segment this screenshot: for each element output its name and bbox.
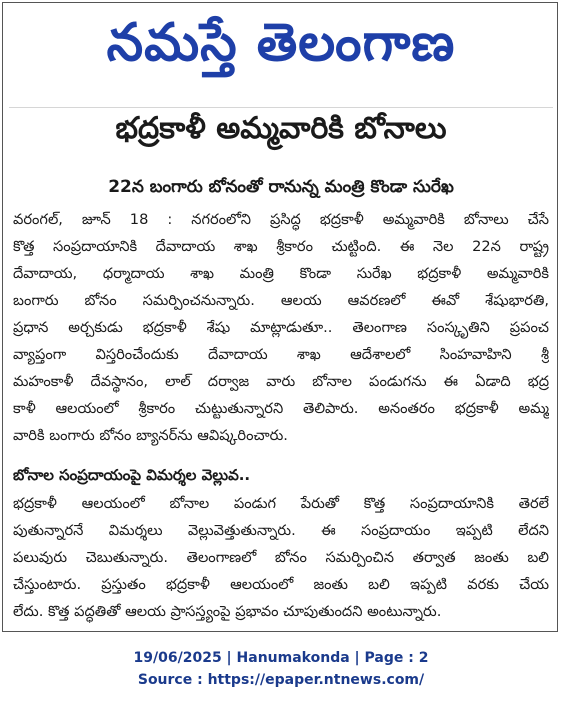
paragraph-line: వ్యాప్తంగా విస్తరించేందుకు దేవాదాయ శాఖ ఆదేశాలలో సింహవాహిని శ్రీ bbox=[13, 346, 549, 363]
paragraph-line: మహంకాళీ దేవస్థానం, లాల్ దర్వాజ వారు బోనాల పండుగను ఈ ఏడాది భద్ర bbox=[13, 373, 549, 390]
footer-source: Source : https://epaper.ntnews.com/ bbox=[137, 672, 425, 688]
paragraph-line: దేవాదాయ, ధర్మాదాయ శాఖ మంత్రి కొండా సురేఖ భద్రకాళీ అమ్మవారికి bbox=[13, 265, 549, 282]
article-headline: భద్రకాళీ అమ్మవారికి బోనాలు bbox=[115, 111, 447, 146]
paragraph-line: బంగారు బోనం సమర్పించనున్నారు. ఆలయ ఆవరణలో ఈవో శేషుభారతి, bbox=[13, 292, 549, 309]
masthead-logo: నమస్తే తెలంగాణ bbox=[106, 12, 456, 73]
footer-dateline: 19/06/2025 | Hanumakonda | Page : 2 bbox=[133, 650, 429, 666]
paragraph-line: కాళీ ఆలయంలో శ్రీకారం చుట్టుతున్నారని తెలిపారు. అనంతరం భద్రకాళీ అమ్మ bbox=[13, 400, 549, 417]
paragraph-line: భద్రకాళీ ఆలయంలో బోనాల పండుగ పేరుతో కొత్త సంప్రదాయానికి తెరలే bbox=[13, 495, 549, 512]
paragraph-line: లేదు. కొత్త పద్ధతితో ఆలయ ప్రాసస్త్యంపై ప్రభావం చూపుతుందని అంటున్నారు. bbox=[13, 603, 442, 620]
clipping-frame bbox=[2, 2, 558, 632]
newspaper-masthead bbox=[3, 3, 559, 95]
article-paragraph-2 bbox=[13, 490, 549, 625]
paragraph-line: ప్రధాన అర్చకుడు భద్రకాళీ శేషు మాట్లాడుతూ.. తెలంగాణ సంస్కృతిని ప్రపంచ bbox=[13, 319, 549, 336]
article-paragraph-1 bbox=[13, 206, 549, 449]
section-heading: బోనాల సంప్రదాయంపై విమర్శల వెల్లువ.. bbox=[13, 466, 251, 484]
masthead-divider bbox=[9, 107, 553, 108]
paragraph-line: వరంగల్, జూన్ 18 : నగరంలోని ప్రసిద్ధ భద్రకాళీ అమ్మవారికి బోనాలు చేసే bbox=[13, 211, 549, 228]
paragraph-line: కొత్త సంప్రదాయానికి దేవాదాయ శాఖ శ్రీకారం చుట్టింది. ఈ నెల 22న రాష్ట్ర bbox=[13, 238, 549, 255]
paragraph-line: చేస్తుంటారు. ప్రస్తుతం భద్రకాళీ ఆలయంలో జంతు బలి ఇప్పటి వరకు చేయ bbox=[13, 576, 549, 593]
paragraph-line: పుతున్నారనే విమర్శలు వెల్లువెత్తుతున్నారు. ఈ సంప్రదాయం ఇప్పటి లేదని bbox=[13, 522, 549, 539]
paragraph-line: పలువురు చెబుతున్నారు. తెలంగాణలో బోనం సమర్పించిన తర్వాత జంతు బలి bbox=[13, 549, 549, 566]
paragraph-line: వారికి బంగారు బోనం బ్యానర్‌ను ఆవిష్కరించారు. bbox=[13, 427, 288, 444]
article-subheadline: 22న బంగారు బోనంతో రానున్న మంత్రి కొండా సురేఖ bbox=[108, 177, 454, 197]
